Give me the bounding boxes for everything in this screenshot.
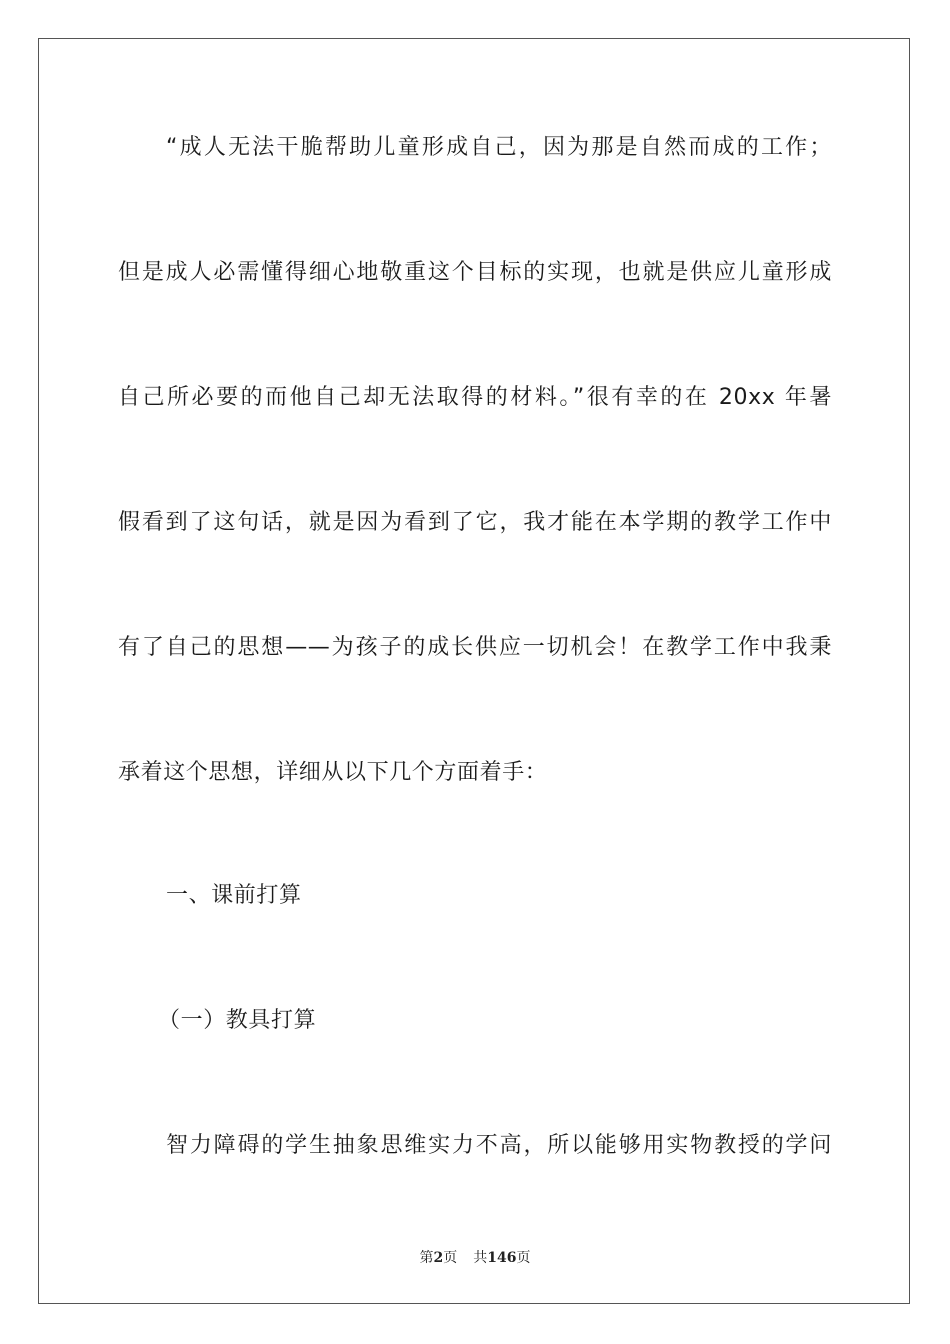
paragraph-line-7: 智力障碍的学生抽象思维实力不高，所以能够用实物教授的学问: [166, 1133, 832, 1158]
page-prefix: 第: [419, 1250, 434, 1266]
paragraph-line-5: 有了自己的思想——为孩子的成长供应一切机会！在教学工作中我秉: [118, 635, 832, 660]
paragraph-line-1: “成人无法干脆帮助儿童形成自己，因为那是自然而成的工作；: [166, 135, 832, 160]
page-footer: [0, 1248, 950, 1268]
subsection-heading: （一）教具打算: [158, 1008, 317, 1033]
paragraph-line-4: 假看到了这句话，就是因为看到了它，我才能在本学期的教学工作中: [118, 510, 832, 535]
page-border: [38, 38, 910, 1304]
total-prefix: 共: [473, 1250, 488, 1266]
section-heading: 一、课前打算: [166, 883, 302, 908]
page-number: 2: [433, 1250, 444, 1266]
paragraph-line-2: 但是成人必需懂得细心地敬重这个目标的实现，也就是供应儿童形成: [118, 260, 832, 285]
paragraph-line-6: 承着这个思想，详细从以下几个方面着手：: [118, 760, 548, 785]
page-suffix: 页: [443, 1250, 458, 1266]
total-pages: 146: [487, 1250, 517, 1266]
paragraph-line-3: 自己所必要的而他自己却无法取得的材料。”很有幸的在 20xx 年暑: [118, 385, 832, 410]
total-suffix: 页: [516, 1250, 531, 1266]
